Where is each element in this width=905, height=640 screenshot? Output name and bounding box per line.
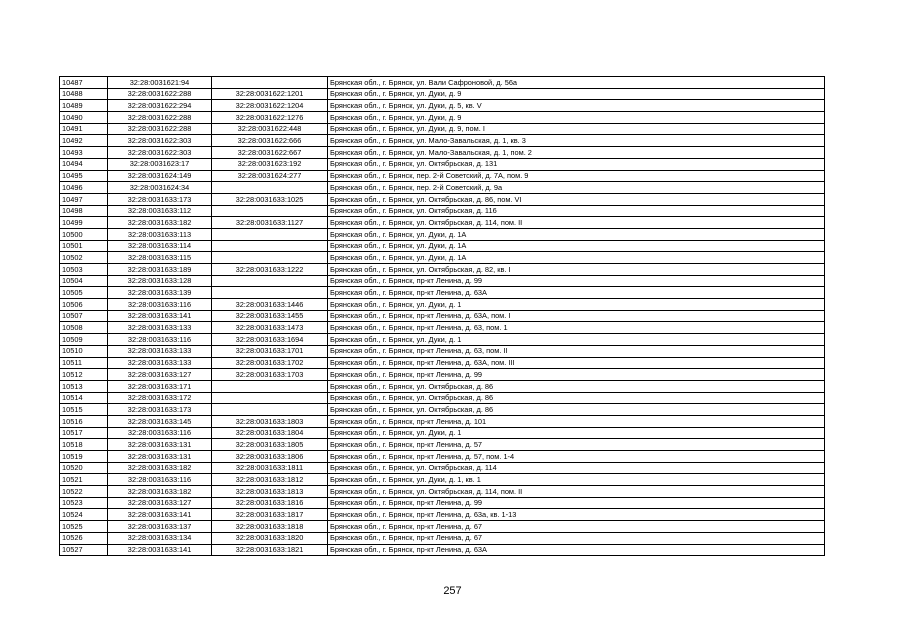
cadastral-number-cell: 32:28:0031621:94 (108, 77, 212, 89)
address-cell: Брянская обл., г. Брянск, пр-кт Ленина, д. 63а, кв. 1-13 (328, 509, 825, 521)
address-cell: Брянская обл., г. Брянск, пр-кт Ленина, д. 67 (328, 521, 825, 533)
table-row (60, 147, 825, 159)
row-number-cell: 10507 (60, 310, 108, 322)
table-row (60, 427, 825, 439)
cadastral-number-cell: 32:28:0031633:141 (108, 509, 212, 521)
cadastral-number-cell: 32:28:0031633:141 (108, 544, 212, 556)
row-number-cell: 10526 (60, 532, 108, 544)
table-row (60, 415, 825, 427)
address-cell: Брянская обл., г. Брянск, ул. Дуки, д. 1А (328, 252, 825, 264)
table-row (60, 439, 825, 451)
related-cadastral-number-cell: 32:28:0031633:1702 (212, 357, 328, 369)
address-cell: Брянская обл., г. Брянск, ул. Октябрьская, д. 86 (328, 404, 825, 416)
cadastral-number-cell: 32:28:0031633:116 (108, 299, 212, 311)
related-cadastral-number-cell: 32:28:0031633:1820 (212, 532, 328, 544)
related-cadastral-number-cell: 32:28:0031633:1127 (212, 217, 328, 229)
cadastral-number-cell: 32:28:0031624:34 (108, 182, 212, 194)
address-cell: Брянская обл., г. Брянск, пр-кт Ленина, д. 57 (328, 439, 825, 451)
related-cadastral-number-cell: 32:28:0031633:1025 (212, 193, 328, 205)
address-cell: Брянская обл., г. Брянск, ул. Дуки, д. 1, кв. 1 (328, 474, 825, 486)
address-cell: Брянская обл., г. Брянск, пр-кт Ленина, д. 63А, пом. III (328, 357, 825, 369)
cadastral-number-cell: 32:28:0031633:182 (108, 217, 212, 229)
table-row (60, 532, 825, 544)
cadastral-number-cell: 32:28:0031633:115 (108, 252, 212, 264)
address-cell: Брянская обл., г. Брянск, ул. Мало-Завальская, д. 1, кв. 3 (328, 135, 825, 147)
related-cadastral-number-cell: 32:28:0031633:1703 (212, 369, 328, 381)
table-row (60, 322, 825, 334)
row-number-cell: 10520 (60, 462, 108, 474)
cadastral-number-cell: 32:28:0031633:133 (108, 345, 212, 357)
row-number-cell: 10521 (60, 474, 108, 486)
row-number-cell: 10504 (60, 275, 108, 287)
table-row (60, 474, 825, 486)
table-row (60, 193, 825, 205)
address-cell: Брянская обл., г. Брянск, ул. Мало-Завальская, д. 1, пом. 2 (328, 147, 825, 159)
related-cadastral-number-cell (212, 228, 328, 240)
related-cadastral-number-cell: 32:28:0031633:1821 (212, 544, 328, 556)
table-row (60, 369, 825, 381)
address-cell: Брянская обл., г. Брянск, ул. Октябрьская, д. 116 (328, 205, 825, 217)
row-number-cell: 10502 (60, 252, 108, 264)
address-cell: Брянская обл., г. Брянск, пр-кт Ленина, д. 101 (328, 415, 825, 427)
related-cadastral-number-cell: 32:28:0031633:1817 (212, 509, 328, 521)
row-number-cell: 10491 (60, 123, 108, 135)
related-cadastral-number-cell: 32:28:0031622:1201 (212, 88, 328, 100)
table-row (60, 287, 825, 299)
row-number-cell: 10513 (60, 380, 108, 392)
row-number-cell: 10492 (60, 135, 108, 147)
related-cadastral-number-cell: 32:28:0031633:1812 (212, 474, 328, 486)
address-cell: Брянская обл., г. Брянск, ул. Дуки, д. 9 (328, 88, 825, 100)
related-cadastral-number-cell: 32:28:0031622:666 (212, 135, 328, 147)
cadastral-number-cell: 32:28:0031633:112 (108, 205, 212, 217)
cadastral-number-cell: 32:28:0031624:149 (108, 170, 212, 182)
address-cell: Брянская обл., г. Брянск, пр-кт Ленина, д. 63А (328, 544, 825, 556)
table-row (60, 451, 825, 463)
row-number-cell: 10495 (60, 170, 108, 182)
cadastral-number-cell: 32:28:0031623:17 (108, 158, 212, 170)
cadastral-number-cell: 32:28:0031633:145 (108, 415, 212, 427)
address-cell: Брянская обл., г. Брянск, пр-кт Ленина, д. 57, пом. 1-4 (328, 451, 825, 463)
cadastral-number-cell: 32:28:0031633:173 (108, 193, 212, 205)
cadastral-number-cell: 32:28:0031633:134 (108, 532, 212, 544)
related-cadastral-number-cell: 32:28:0031633:1473 (212, 322, 328, 334)
cadastral-number-cell: 32:28:0031633:172 (108, 392, 212, 404)
table-row (60, 392, 825, 404)
table-row (60, 112, 825, 124)
table-row (60, 252, 825, 264)
related-cadastral-number-cell (212, 240, 328, 252)
related-cadastral-number-cell: 32:28:0031623:192 (212, 158, 328, 170)
table-row (60, 240, 825, 252)
related-cadastral-number-cell (212, 252, 328, 264)
address-cell: Брянская обл., г. Брянск, пр-кт Ленина, д. 63, пом. II (328, 345, 825, 357)
table-row (60, 88, 825, 100)
address-cell: Брянская обл., г. Брянск, ул. Дуки, д. 1А (328, 228, 825, 240)
cadastral-number-cell: 32:28:0031622:288 (108, 112, 212, 124)
cadastral-number-cell: 32:28:0031633:133 (108, 322, 212, 334)
related-cadastral-number-cell: 32:28:0031633:1694 (212, 334, 328, 346)
table-row (60, 404, 825, 416)
related-cadastral-number-cell (212, 182, 328, 194)
row-number-cell: 10499 (60, 217, 108, 229)
row-number-cell: 10503 (60, 264, 108, 276)
related-cadastral-number-cell: 32:28:0031633:1805 (212, 439, 328, 451)
address-cell: Брянская обл., г. Брянск, пр-кт Ленина, д. 99 (328, 275, 825, 287)
row-number-cell: 10512 (60, 369, 108, 381)
table-row (60, 182, 825, 194)
cadastral-number-cell: 32:28:0031633:182 (108, 486, 212, 498)
cadastral-number-cell: 32:28:0031633:133 (108, 357, 212, 369)
row-number-cell: 10523 (60, 497, 108, 509)
address-cell: Брянская обл., г. Брянск, пр-кт Ленина, д. 63, пом. 1 (328, 322, 825, 334)
row-number-cell: 10525 (60, 521, 108, 533)
related-cadastral-number-cell: 32:28:0031622:448 (212, 123, 328, 135)
cadastral-table (59, 76, 825, 556)
address-cell: Брянская обл., г. Брянск, ул. Октябрьская, д. 114 (328, 462, 825, 474)
related-cadastral-number-cell (212, 77, 328, 89)
related-cadastral-number-cell: 32:28:0031624:277 (212, 170, 328, 182)
related-cadastral-number-cell: 32:28:0031633:1811 (212, 462, 328, 474)
table-row (60, 264, 825, 276)
row-number-cell: 10501 (60, 240, 108, 252)
address-cell: Брянская обл., г. Брянск, ул. Дуки, д. 1А (328, 240, 825, 252)
cadastral-number-cell: 32:28:0031633:127 (108, 497, 212, 509)
table-row (60, 486, 825, 498)
row-number-cell: 10508 (60, 322, 108, 334)
table-row (60, 123, 825, 135)
related-cadastral-number-cell (212, 392, 328, 404)
row-number-cell: 10511 (60, 357, 108, 369)
table-row (60, 158, 825, 170)
table-row (60, 345, 825, 357)
cadastral-number-cell: 32:28:0031622:303 (108, 147, 212, 159)
cadastral-number-cell: 32:28:0031633:116 (108, 334, 212, 346)
table-row (60, 100, 825, 112)
table-row (60, 217, 825, 229)
cadastral-number-cell: 32:28:0031633:182 (108, 462, 212, 474)
cadastral-number-cell: 32:28:0031633:171 (108, 380, 212, 392)
table-row (60, 228, 825, 240)
address-cell: Брянская обл., г. Брянск, пер. 2-й Советский, д. 7А, пом. 9 (328, 170, 825, 182)
address-cell: Брянская обл., г. Брянск, ул. Дуки, д. 1 (328, 334, 825, 346)
related-cadastral-number-cell: 32:28:0031633:1455 (212, 310, 328, 322)
table-row (60, 299, 825, 311)
related-cadastral-number-cell: 32:28:0031633:1701 (212, 345, 328, 357)
cadastral-number-cell: 32:28:0031633:131 (108, 439, 212, 451)
row-number-cell: 10519 (60, 451, 108, 463)
row-number-cell: 10518 (60, 439, 108, 451)
address-cell: Брянская обл., г. Брянск, ул. Вали Сафроновой, д. 56а (328, 77, 825, 89)
row-number-cell: 10509 (60, 334, 108, 346)
row-number-cell: 10489 (60, 100, 108, 112)
cadastral-number-cell: 32:28:0031633:128 (108, 275, 212, 287)
related-cadastral-number-cell (212, 404, 328, 416)
table-row (60, 357, 825, 369)
row-number-cell: 10515 (60, 404, 108, 416)
address-cell: Брянская обл., г. Брянск, пр-кт Ленина, д. 63А, пом. I (328, 310, 825, 322)
table-row (60, 380, 825, 392)
related-cadastral-number-cell: 32:28:0031622:1204 (212, 100, 328, 112)
address-cell: Брянская обл., г. Брянск, ул. Дуки, д. 1 (328, 299, 825, 311)
cadastral-number-cell: 32:28:0031633:173 (108, 404, 212, 416)
table-row (60, 334, 825, 346)
address-cell: Брянская обл., г. Брянск, ул. Октябрьская, д. 131 (328, 158, 825, 170)
row-number-cell: 10510 (60, 345, 108, 357)
row-number-cell: 10488 (60, 88, 108, 100)
table-row (60, 497, 825, 509)
address-cell: Брянская обл., г. Брянск, пр-кт Ленина, д. 99 (328, 369, 825, 381)
row-number-cell: 10505 (60, 287, 108, 299)
row-number-cell: 10527 (60, 544, 108, 556)
address-cell: Брянская обл., г. Брянск, пр-кт Ленина, д. 67 (328, 532, 825, 544)
row-number-cell: 10506 (60, 299, 108, 311)
row-number-cell: 10498 (60, 205, 108, 217)
row-number-cell: 10514 (60, 392, 108, 404)
related-cadastral-number-cell: 32:28:0031633:1818 (212, 521, 328, 533)
table-row (60, 77, 825, 89)
address-cell: Брянская обл., г. Брянск, пр-кт Ленина, д. 99 (328, 497, 825, 509)
table-row (60, 310, 825, 322)
related-cadastral-number-cell: 32:28:0031622:667 (212, 147, 328, 159)
cadastral-number-cell: 32:28:0031633:114 (108, 240, 212, 252)
cadastral-number-cell: 32:28:0031633:113 (108, 228, 212, 240)
address-cell: Брянская обл., г. Брянск, ул. Октябрьская, д. 82, кв. I (328, 264, 825, 276)
cadastral-number-cell: 32:28:0031622:288 (108, 88, 212, 100)
cadastral-number-cell: 32:28:0031633:189 (108, 264, 212, 276)
related-cadastral-number-cell (212, 205, 328, 217)
address-cell: Брянская обл., г. Брянск, пр-кт Ленина, д. 63А (328, 287, 825, 299)
address-cell: Брянская обл., г. Брянск, ул. Октябрьская, д. 86 (328, 392, 825, 404)
address-cell: Брянская обл., г. Брянск, пер. 2-й Советский, д. 9а (328, 182, 825, 194)
row-number-cell: 10517 (60, 427, 108, 439)
cadastral-number-cell: 32:28:0031633:141 (108, 310, 212, 322)
cadastral-number-cell: 32:28:0031633:116 (108, 474, 212, 486)
cadastral-number-cell: 32:28:0031622:303 (108, 135, 212, 147)
row-number-cell: 10497 (60, 193, 108, 205)
row-number-cell: 10524 (60, 509, 108, 521)
address-cell: Брянская обл., г. Брянск, ул. Дуки, д. 5, кв. V (328, 100, 825, 112)
related-cadastral-number-cell: 32:28:0031633:1222 (212, 264, 328, 276)
row-number-cell: 10494 (60, 158, 108, 170)
row-number-cell: 10500 (60, 228, 108, 240)
table-row (60, 521, 825, 533)
table-row (60, 509, 825, 521)
row-number-cell: 10490 (60, 112, 108, 124)
table-body (60, 77, 825, 556)
address-cell: Брянская обл., г. Брянск, ул. Октябрьская, д. 86 (328, 380, 825, 392)
cadastral-number-cell: 32:28:0031633:116 (108, 427, 212, 439)
related-cadastral-number-cell (212, 380, 328, 392)
address-cell: Брянская обл., г. Брянск, ул. Дуки, д. 9, пом. I (328, 123, 825, 135)
address-cell: Брянская обл., г. Брянск, ул. Октябрьская, д. 86, пом. VI (328, 193, 825, 205)
cadastral-number-cell: 32:28:0031622:288 (108, 123, 212, 135)
related-cadastral-number-cell: 32:28:0031622:1276 (212, 112, 328, 124)
table-row (60, 544, 825, 556)
related-cadastral-number-cell: 32:28:0031633:1804 (212, 427, 328, 439)
table-row (60, 135, 825, 147)
row-number-cell: 10496 (60, 182, 108, 194)
cadastral-number-cell: 32:28:0031633:137 (108, 521, 212, 533)
related-cadastral-number-cell: 32:28:0031633:1816 (212, 497, 328, 509)
row-number-cell: 10516 (60, 415, 108, 427)
page-number: 257 (443, 585, 462, 597)
row-number-cell: 10522 (60, 486, 108, 498)
address-cell: Брянская обл., г. Брянск, ул. Октябрьская, д. 114, пом. II (328, 486, 825, 498)
table-row (60, 462, 825, 474)
related-cadastral-number-cell (212, 275, 328, 287)
address-cell: Брянская обл., г. Брянск, ул. Дуки, д. 1 (328, 427, 825, 439)
related-cadastral-number-cell: 32:28:0031633:1813 (212, 486, 328, 498)
related-cadastral-number-cell (212, 287, 328, 299)
address-cell: Брянская обл., г. Брянск, ул. Октябрьская, д. 114, пом. II (328, 217, 825, 229)
cadastral-number-cell: 32:28:0031633:139 (108, 287, 212, 299)
table-row (60, 275, 825, 287)
row-number-cell: 10493 (60, 147, 108, 159)
related-cadastral-number-cell: 32:28:0031633:1806 (212, 451, 328, 463)
table-row (60, 170, 825, 182)
address-cell: Брянская обл., г. Брянск, ул. Дуки, д. 9 (328, 112, 825, 124)
table-row (60, 205, 825, 217)
related-cadastral-number-cell: 32:28:0031633:1446 (212, 299, 328, 311)
row-number-cell: 10487 (60, 77, 108, 89)
cadastral-number-cell: 32:28:0031622:294 (108, 100, 212, 112)
cadastral-number-cell: 32:28:0031633:131 (108, 451, 212, 463)
cadastral-number-cell: 32:28:0031633:127 (108, 369, 212, 381)
related-cadastral-number-cell: 32:28:0031633:1803 (212, 415, 328, 427)
